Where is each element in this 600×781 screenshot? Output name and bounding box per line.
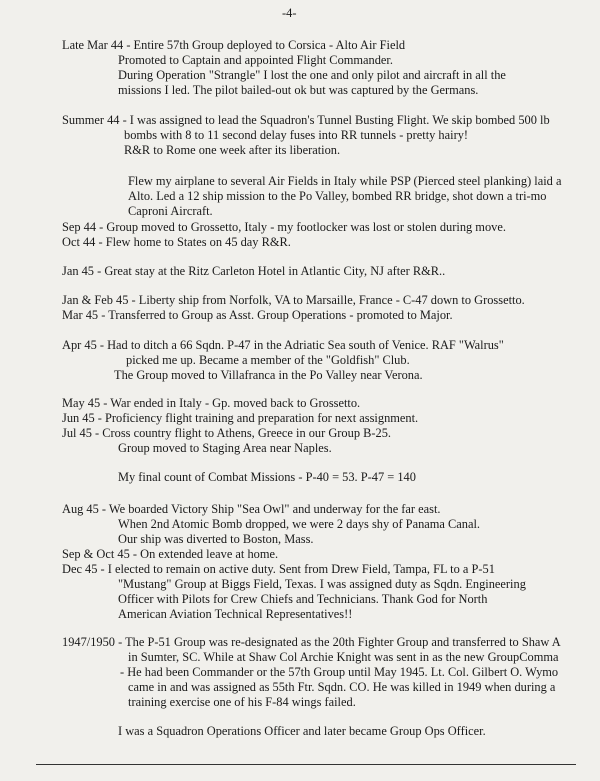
text-line: picked me up. Became a member of the "Goldfish" Club. xyxy=(126,353,410,367)
text-line: Our ship was diverted to Boston, Mass. xyxy=(118,532,314,546)
text-line: training exercise one of his F-84 wings failed. xyxy=(128,695,356,709)
text-line: "Mustang" Group at Biggs Field, Texas. I was assigned duty as Sqdn. Engineering xyxy=(118,577,526,591)
text-line: Jun 45 - Proficiency flight training and preparation for next assignment. xyxy=(62,411,419,425)
text-line: Oct 44 - Flew home to States on 45 day R&R. xyxy=(62,235,291,249)
text-line: Aug 45 - We boarded Victory Ship "Sea Owl" and underway for the far east. xyxy=(62,502,441,516)
text-line: Jul 45 - Cross country flight to Athens, Greece in our Group B-25. xyxy=(62,426,391,440)
text-line: in Sumter, SC. While at Shaw Col Archie Knight was sent in as the new GroupComma xyxy=(128,650,559,664)
text-line: May 45 - War ended in Italy - Gp. moved back to Grossetto. xyxy=(62,396,361,410)
text-line: Caproni Aircraft. xyxy=(128,204,213,218)
text-line: American Aviation Technical Representatives!! xyxy=(118,607,353,621)
text-line: R&R to Rome one week after its liberation. xyxy=(124,143,341,157)
page-number: -4- xyxy=(282,6,297,20)
text-line: came in and was assigned as 55th Ftr. Sqdn. CO. He was killed in 1949 when during a xyxy=(128,680,556,694)
text-line: I was a Squadron Operations Officer and later became Group Ops Officer. xyxy=(118,724,486,738)
text-line: missions I led. The pilot bailed-out ok but was captured by the Germans. xyxy=(118,83,479,97)
text-line: Summer 44 - I was assigned to lead the Squadron's Tunnel Busting Flight. We skip bombed 500 lb xyxy=(62,113,550,127)
text-line: Sep & Oct 45 - On extended leave at home. xyxy=(62,547,279,561)
text-line: Alto. Led a 12 ship mission to the Po Valley, bombed RR bridge, shot down a tri-mo xyxy=(128,189,547,203)
text-line: Apr 45 - Had to ditch a 66 Sqdn. P-47 in the Adriatic Sea south of Venice. RAF "Walrus" xyxy=(62,338,504,352)
text-line: Sep 44 - Group moved to Grossetto, Italy - my footlocker was lost or stolen during move. xyxy=(62,220,506,234)
text-line: My final count of Combat Missions - P-40 = 53. P-47 = 140 xyxy=(118,470,416,484)
text-line: Jan 45 - Great stay at the Ritz Carleton Hotel in Atlantic City, NJ after R&R.. xyxy=(62,264,446,278)
text-line: The Group moved to Villafranca in the Po Valley near Verona. xyxy=(114,368,423,382)
text-line: When 2nd Atomic Bomb dropped, we were 2 days shy of Panama Canal. xyxy=(118,517,481,531)
bottom-rule xyxy=(36,764,576,765)
text-line: Group moved to Staging Area near Naples. xyxy=(118,441,332,455)
text-line: - He had been Commander or the 57th Group until May 1945. Lt. Col. Gilbert O. Wymo xyxy=(120,665,559,679)
text-line: Officer with Pilots for Crew Chiefs and Technicians. Thank God for North xyxy=(118,592,488,606)
text-line: Jan & Feb 45 - Liberty ship from Norfolk, VA to Marsaille, France - C-47 down to Grossetto. xyxy=(62,293,525,307)
text-line: Flew my airplane to several Air Fields in Italy while PSP (Pierced steel planking) laid a xyxy=(128,174,562,188)
text-line: 1947/1950 - The P-51 Group was re-designated as the 20th Fighter Group and transferred to Shaw A xyxy=(62,635,561,649)
text-line: Late Mar 44 - Entire 57th Group deployed to Corsica - Alto Air Field xyxy=(62,38,406,52)
text-line: Mar 45 - Transferred to Group as Asst. Group Operations - promoted to Major. xyxy=(62,308,453,322)
text-line: Dec 45 - I elected to remain on active duty. Sent from Drew Field, Tampa, FL to a P-51 xyxy=(62,562,495,576)
text-line: Promoted to Captain and appointed Flight Commander. xyxy=(118,53,393,67)
text-line: During Operation "Strangle" I lost the one and only pilot and aircraft in all the xyxy=(118,68,506,82)
text-line: bombs with 8 to 11 second delay fuses into RR tunnels - pretty hairy! xyxy=(124,128,469,142)
